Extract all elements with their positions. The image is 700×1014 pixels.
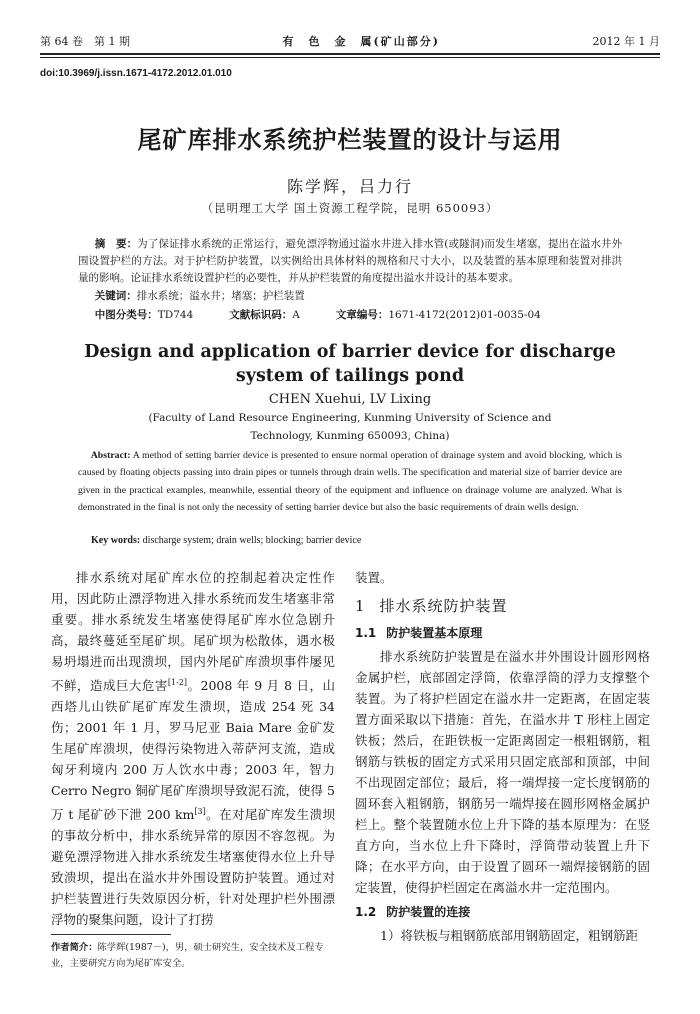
- body-column-left: [51, 567, 335, 930]
- en-abstract: [78, 447, 622, 516]
- en-keywords-text: discharge system; drain wells; blocking; barrier device: [140, 535, 362, 546]
- body-text: 排水系统对尾矿库水位的控制起着决定性作用，因此防止漂浮物进入排水系统而发生堵塞非常重要。排水系统发生堵塞使得尾矿库水位急剧升高，最终蔓延至尾矿坝。尾矿坝为松散体，遇水极易坍塌进而出现溃坝，国内外尾矿库溃坝事件屡见不鲜，造成巨大危害: [51, 570, 335, 694]
- citation[interactable]: [1-2]: [167, 678, 188, 687]
- header-rule-thin: [40, 57, 660, 58]
- cn-keywords: [78, 288, 622, 303]
- article-no-field: [336, 307, 541, 322]
- header-volume: 第 64 卷 第 1 期: [40, 35, 130, 48]
- article-no-value: 1671-4172(2012)01-0035-04: [388, 309, 541, 321]
- en-abstract-text: A method of setting barrier device is presented to ensure normal operation of drainage system and avoid blocking, which is caused by floating objects passing into drain pipes or tunnels through drain wells. The specification and material size of barrier device are given in the practical examples, meanwhile, essential theory of the equipment and influence on drainage volume are analyzed. What is demonstrated in the final is not only the necessity of setting barrier device but also the basic requirements of drain wells design.: [78, 450, 622, 513]
- subsection-number: 1.1: [355, 626, 377, 640]
- subsection-heading: [355, 902, 650, 923]
- en-keywords: [78, 535, 622, 546]
- en-affiliation-line2: Technology, Kunming 650093, China): [250, 430, 450, 442]
- en-title: [0, 340, 700, 388]
- doc-code-label: 文献标识码：: [229, 309, 293, 321]
- en-affiliation: [0, 409, 700, 445]
- section-heading: [355, 596, 650, 617]
- running-header: [40, 30, 660, 52]
- article-no-label: 文章编号：: [335, 309, 389, 321]
- subsection-title: 防护装置的连接: [386, 905, 471, 919]
- cn-abstract-text: 为了保证排水系统的正常运行，避免漂浮物通过溢水井进入排水管(或隧洞)而发生堵塞，提出在溢水井外围设置护栏的方法。对于护栏防护装置，以实例给出具体材料的规格和尺寸大小，以及装置的基本原理和装置对排洪量的影响。论证排水系统设置护栏的必要性，并从护栏装置的角度提出溢水井设计的基本要求。: [78, 238, 623, 284]
- en-keywords-label: Key words:: [91, 535, 141, 546]
- en-title-line1: Design and application of barrier device for discharge: [84, 342, 616, 362]
- en-affiliation-line1: (Faculty of Land Resource Engineering, Kunming University of Science and: [148, 412, 552, 424]
- section-number: 1: [355, 597, 366, 615]
- doc-code-value: A: [292, 309, 300, 321]
- section-title: 排水系统防护装置: [379, 597, 508, 615]
- header-rule-thick: [40, 53, 660, 55]
- en-authors: CHEN Xuehui, LV Lixing: [268, 392, 432, 407]
- body-text: 。在对尾矿库发生溃坝的事故分析中，排水系统异常的原因不容忽视。为避免漂浮物进入排水系统发生堵塞使得水位上升导致溃坝，提出在溢水井外围设置防护装置。通过对护栏装置进行失效原因分析，针对处理护栏外围漂浮物的聚集问题，设计了打捞: [51, 807, 335, 928]
- subsection-title: 防护装置基本原理: [386, 626, 483, 640]
- author-footnote: [51, 940, 335, 972]
- body-column-right: [355, 567, 650, 946]
- cn-authors: 陈学辉，吕力行: [286, 177, 413, 196]
- body-text: 。2008 年 9 月 8 日，山西塔儿山铁矿尾矿库发生溃坝，造成 254 死 34 伤；2001 年 1 月，罗马尼亚 Baia Mare 金矿发生尾矿库溃坝，使得污染物进入蒂萨河支流，造成匈牙利境内 200 万人饮水中毒；2003 年，智力 Cerro Negro 铜矿尾矿库溃坝导致泥石流，使得 5 万 t 尾矿砂下泄 200 km: [51, 678, 335, 823]
- footnote-label: 作者简介：: [51, 942, 98, 953]
- cn-abstract-label: 摘 要：: [94, 238, 138, 250]
- footnote-rule: [51, 934, 171, 935]
- cn-keywords-label: 关键词：: [94, 290, 137, 302]
- cn-keywords-text: 排水系统；溢水井；堵塞；护栏装置: [136, 290, 305, 302]
- doc-code-field: [229, 307, 300, 322]
- en-abstract-label: Abstract:: [90, 450, 131, 461]
- body-paragraph: 排水系统防护装置是在溢水井外围设计圆形网格金属护栏，底部固定浮筒，依靠浮筒的浮力支撑整个装置。为了将护栏固定在溢水井一定距离，在固定装置方面采取以下措施：首先，在溢水井 T 形柱上固定铁板；然后，在距铁板一定距离固定一根粗钢筋，粗钢筋与铁板的固定方式采用只固定底部和顶部，中间不出现固定部位；最后，将一端焊接一定长度钢筋的圆环套入粗钢筋，钢筋另一端焊接在圆形网格金属护栏上。整个装置随水位上升下降的基本原理为：在竖直方向，当水位上升下降时，浮筒带动装置上升下降；在水平方向，由于设置了圆环一端焊接钢筋的固定装置，使得护栏固定在离溢水井一定范围内。: [355, 649, 650, 895]
- subsection-number: 1.2: [355, 905, 377, 919]
- cn-abstract: [78, 236, 622, 287]
- en-title-line2: system of tailings pond: [235, 366, 465, 386]
- clc-label: 中图分类号：: [94, 309, 158, 321]
- cn-affiliation: （昆明理工大学 国土资源工程学院，昆明 650093）: [201, 201, 499, 215]
- body-paragraph: 1）将铁板与粗钢筋底部用钢筋固定，粗钢筋距: [380, 928, 638, 943]
- clc-field: [95, 307, 193, 322]
- body-paragraph: 装置。: [355, 570, 393, 585]
- cn-title: 尾矿库排水系统护栏装置的设计与运用: [137, 126, 563, 154]
- doi: doi:10.3969/j.issn.1671-4172.2012.01.010: [40, 68, 232, 79]
- citation[interactable]: [3]: [194, 807, 206, 817]
- subsection-heading: [355, 623, 650, 644]
- clc-value: TD744: [157, 309, 194, 321]
- header-journal: 有 色 金 属(矿山部分): [282, 35, 440, 48]
- cn-classification: [78, 307, 622, 322]
- footnote-text: 陈学辉(1987－)，男，硕士研究生，安全技术及工程专业，主要研究方向为尾矿库安全。: [51, 942, 324, 969]
- body-paragraph: [51, 567, 335, 930]
- header-date: 2012 年 1 月: [592, 35, 660, 48]
